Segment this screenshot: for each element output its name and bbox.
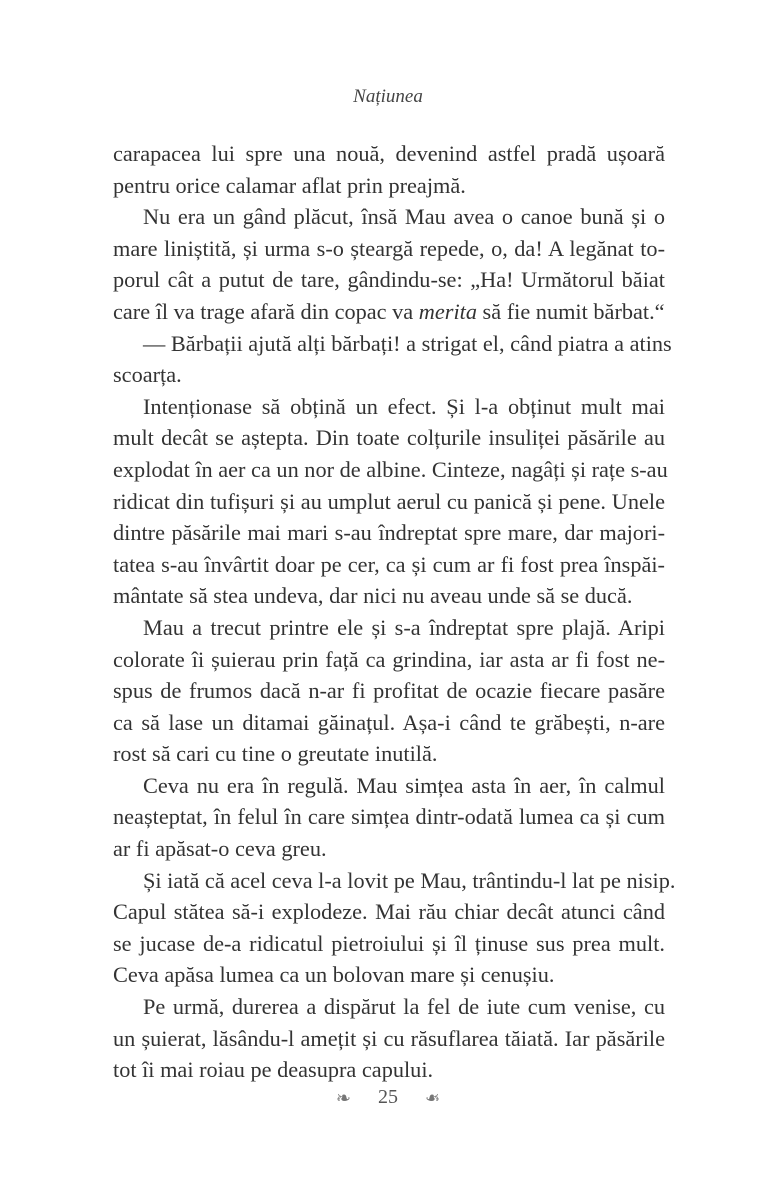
- text-segment: Ceva apăsa lumea ca un bolovan mare și cenușiu.: [113, 962, 555, 988]
- text-segment: Mau a trecut printre ele și s-a îndreptat spre plajă. Aripi: [143, 614, 665, 640]
- text-line: [113, 170, 665, 202]
- text-line: [113, 707, 665, 739]
- text-line: [113, 1023, 665, 1055]
- text-line: [113, 928, 665, 960]
- text-segment: colorate îi șuierau prin față ca grindina, iar asta ar fi fost ne-: [113, 646, 665, 672]
- text-segment: carapacea lui spre una nouă, devenind astfel pradă ușoară: [113, 141, 665, 166]
- text-segment: Intenționase să obțină un efect. Și l-a obținut mult mai: [143, 393, 665, 419]
- text-line: [113, 138, 665, 170]
- text-segment: mare liniștită, și urma s-o șteargă repede, o, da! A legănat to-: [113, 235, 665, 261]
- text-line: [113, 359, 665, 391]
- text-segment: porul cât a putut de tare, gândindu-se: „Ha! Următorul băiat: [113, 267, 665, 293]
- text-line: [113, 580, 665, 612]
- text-line: [113, 865, 676, 897]
- text-segment: Nu era un gând plăcut, însă Mau avea o canoe bună și o: [143, 204, 665, 230]
- text-segment: pentru orice calamar aflat prin preajmă.: [113, 172, 466, 198]
- text-line: [113, 486, 665, 518]
- text-segment: scoarța.: [113, 362, 182, 388]
- text-line: [113, 833, 665, 865]
- text-line: [113, 517, 665, 549]
- text-segment: se jucase de-a ridicatul pietroiului și îl ținuse sus prea mult.: [113, 930, 665, 956]
- text-line: [113, 801, 665, 833]
- running-header: Națiunea: [353, 86, 423, 107]
- text-line: [113, 454, 668, 486]
- text-line: [113, 959, 665, 991]
- text-line: [113, 233, 665, 265]
- text-segment: ca să lase un ditamai găinațul. Așa-i când te grăbești, n-are: [113, 709, 665, 735]
- text-segment: un șuierat, lăsându-l amețit și cu răsuflarea tăiată. Iar păsările: [113, 1025, 665, 1051]
- text-line: [113, 264, 665, 296]
- text-segment: tot îi mai roiau pe deasupra capului.: [113, 1057, 434, 1083]
- text-segment: Pe urmă, durerea a dispărut la fel de iute cum venise, cu: [143, 994, 665, 1020]
- text-segment: să fie numit bărbat.“: [476, 298, 665, 324]
- text-segment: mântate să stea undeva, dar nici nu aveau unde să se ducă.: [113, 583, 633, 609]
- text-segment: care îl va trage afară din copac va: [113, 298, 419, 324]
- text-segment: — Bărbații ajută alți bărbați! a strigat el, când piatra a atins: [143, 330, 672, 356]
- text-segment: mult decât se aștepta. Din toate colțurile insuliței păsările au: [113, 425, 665, 451]
- text-segment: ridicat din tufișuri și au umplut aerul cu panică și pene. Unele: [113, 488, 665, 514]
- text-line: [113, 1054, 665, 1086]
- text-line: [113, 738, 665, 770]
- fleuron-left-icon: ❧: [335, 1087, 351, 1108]
- text-line: [113, 770, 665, 802]
- text-line: [113, 422, 665, 454]
- text-segment: neașteptat, în felul în care simțea dintr-odată lumea ca și cum: [113, 804, 665, 830]
- text-segment: Capul stătea să-i explodeze. Mai rău chiar decât atunci când: [113, 899, 665, 925]
- text-line: [113, 991, 665, 1023]
- text-segment: explodat în aer ca un nor de albine. Cinteze, nagâți și rațe s-au: [113, 456, 668, 482]
- text-line: [113, 549, 665, 581]
- text-line: [113, 201, 665, 233]
- page-number: 25: [378, 1086, 398, 1108]
- page-body-text: [113, 138, 676, 1086]
- text-line: [113, 328, 672, 360]
- text-line: [113, 644, 665, 676]
- text-line: [113, 612, 665, 644]
- text-segment: dintre păsările mai mari s-au îndreptat spre mare, dar majori-: [113, 520, 665, 546]
- fleuron-right-icon: ❧: [425, 1087, 441, 1108]
- page-footer: [0, 1086, 776, 1109]
- text-line: [113, 296, 665, 328]
- text-line: [113, 896, 665, 928]
- text-segment: tatea s-au învârtit doar pe cer, ca și cum ar fi fost prea înspăi-: [113, 551, 665, 577]
- text-segment: ar fi apăsat-o ceva greu.: [113, 836, 327, 862]
- text-line: [113, 391, 665, 423]
- text-segment: rost să cari cu tine o greutate inutilă.: [113, 741, 438, 767]
- text-segment: spus de frumos dacă n-ar fi profitat de ocazie fiecare pasăre: [113, 678, 665, 704]
- emphasized-word: merita: [418, 298, 477, 324]
- text-segment: Ceva nu era în regulă. Mau simțea asta în aer, în calmul: [143, 772, 665, 798]
- text-line: [113, 675, 665, 707]
- text-segment: Și iată că acel ceva l-a lovit pe Mau, trântindu-l lat pe nisip.: [143, 867, 676, 893]
